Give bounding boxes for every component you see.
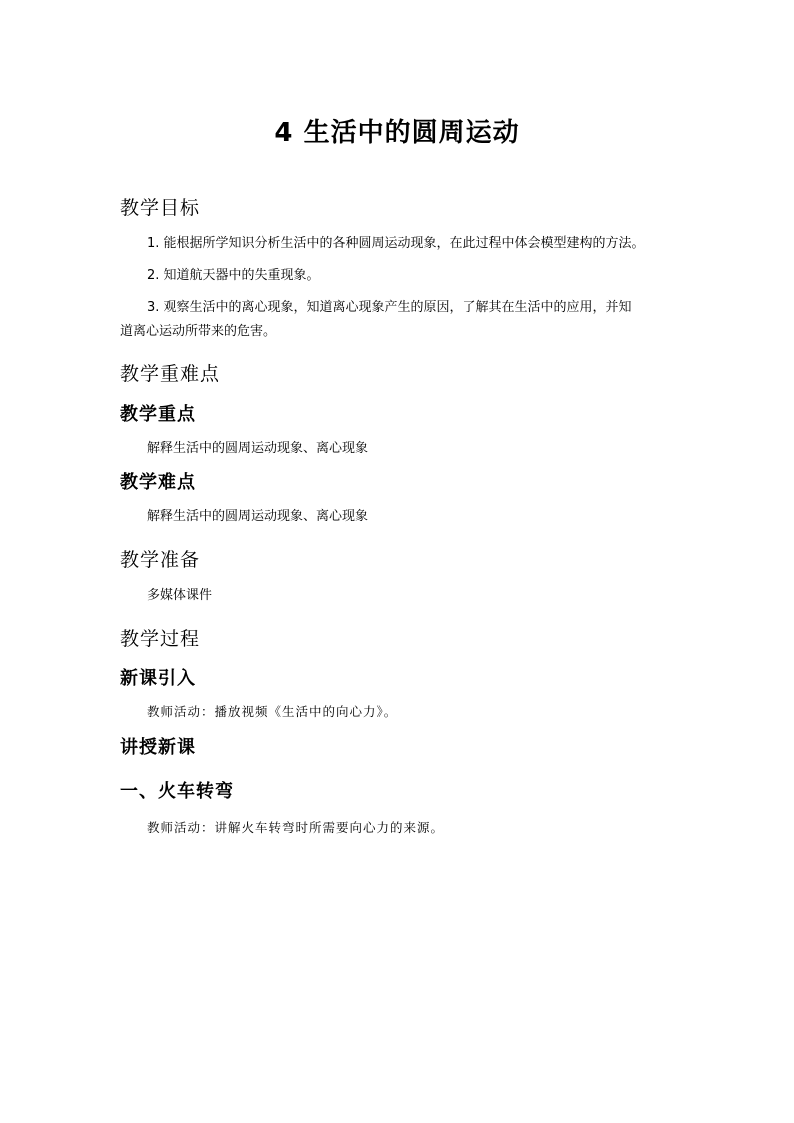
key-points-heading: 教学重点 <box>120 404 196 425</box>
new-lesson-heading: 讲授新课 <box>120 737 196 758</box>
key-difficult-heading: 教学重难点 <box>120 363 221 385</box>
key-points-text: 解释生活中的圆周运动现象、离心现象 <box>147 441 369 456</box>
intro-text: 教师活动：播放视频《生活中的向心力》。 <box>147 704 398 719</box>
part1-heading: 一、火车转弯 <box>120 781 234 802</box>
difficult-points-text: 解释生活中的圆周运动现象、离心现象 <box>147 509 369 524</box>
intro-heading: 新课引入 <box>120 668 196 689</box>
objective-item-2: 2. 知道航天器中的失重现象。 <box>147 268 320 283</box>
process-heading: 教学过程 <box>120 628 201 650</box>
objective-item-3-continued: 道离心运动所带来的危害。 <box>120 324 277 339</box>
objective-item-1: 1. 能根据所学知识分析生活中的各种圆周运动现象，在此过程中体会模型建构的方法。 <box>147 236 645 251</box>
objectives-heading: 教学目标 <box>120 197 201 219</box>
part1-text: 教师活动：讲解火车转弯时所需要向心力的来源。 <box>147 820 445 835</box>
document-title: 4 生活中的圆周运动 <box>274 118 520 148</box>
preparation-text: 多媒体课件 <box>147 588 213 603</box>
preparation-heading: 教学准备 <box>120 549 201 571</box>
difficult-points-heading: 教学难点 <box>120 472 196 493</box>
objective-item-3: 3. 观察生活中的离心现象，知道离心现象产生的原因，了解其在生活中的应用，并知 <box>147 300 632 315</box>
